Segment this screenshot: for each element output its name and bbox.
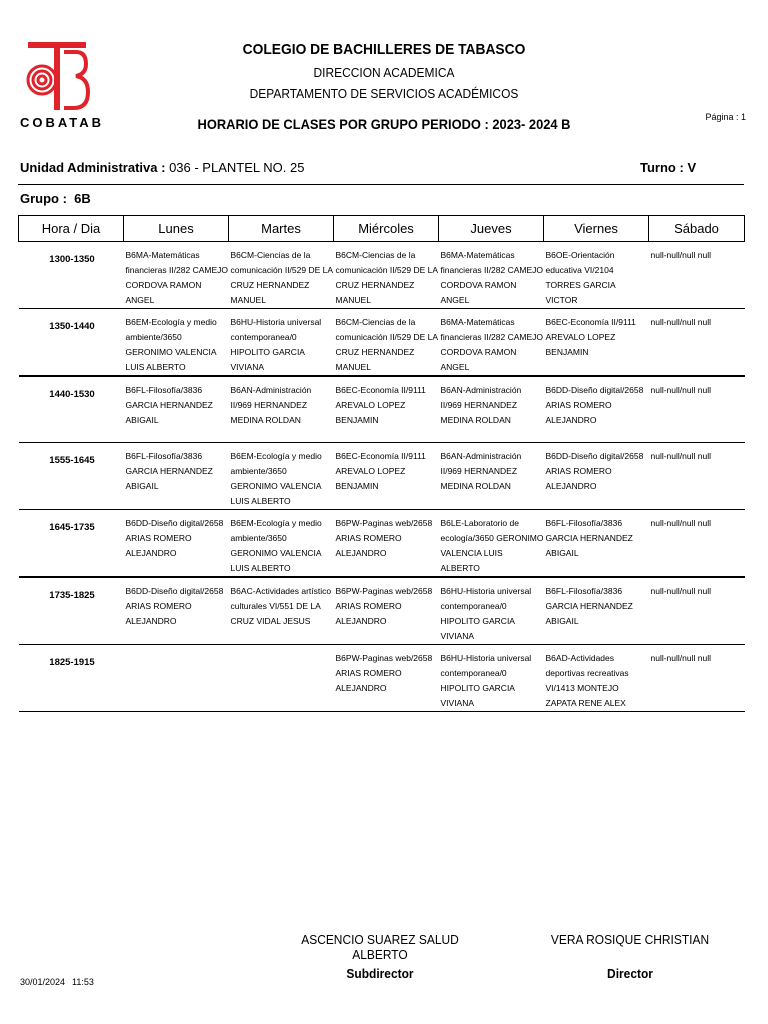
header-lunes: Lunes [124,216,229,242]
institution-name: COLEGIO DE BACHILLERES DE TABASCO [242,41,526,58]
class-cell: null-null/null null [649,510,745,578]
class-cell: B6MA-Matemáticas financieras II/282 CAMEJO CORDOVA RAMON ANGEL [439,242,544,309]
unidad-info [20,160,304,175]
class-cell: B6OE-Orientación educativa VI/2104 TORRES GARCIA VICTOR [544,242,649,309]
class-cell: B6CM-Ciencias de la comunicación II/529 DE LA CRUZ HERNANDEZ MANUEL [334,242,439,309]
class-cell: B6LE-Laboratorio de ecología/3650 GERONIMO VALENCIA LUIS ALBERTO [439,510,544,578]
unidad-value: 036 - PLANTEL NO. 25 [169,160,305,175]
subdirector-name: ASCENCIO SUAREZ SALUD ALBERTO [301,932,459,962]
subdirector-role: Subdirector [346,966,414,981]
director-role: Director [607,966,653,981]
logo-text: COBATAB [20,115,105,130]
class-cell: B6EC-Economía II/9111 AREVALO LOPEZ BENJAMIN [334,376,439,443]
header-jueves: Jueves [439,216,544,242]
page-number: Página : 1 [705,112,746,122]
class-cell: null-null/null null [649,242,745,309]
class-cell: B6AD-Actividades deportivas recreativas VI/1413 MONTEJO ZAPATA RENE ALEX [544,645,649,712]
turno-label: Turno : [640,160,684,175]
divider [18,184,744,185]
class-cell: null-null/null null [649,645,745,712]
class-cell: B6AN-Administración II/969 HERNANDEZ MEDINA ROLDAN [439,376,544,443]
class-cell: B6PW-Paginas web/2658 ARIAS ROMERO ALEJANDRO [334,577,439,645]
unidad-label: Unidad Administrativa : [20,160,166,175]
class-cell: B6FL-Filosofía/3836 GARCIA HERNANDEZ ABIGAIL [124,443,229,510]
table-row [19,242,745,309]
class-cell: B6AN-Administración II/969 HERNANDEZ MEDINA ROLDAN [439,443,544,510]
class-cell: B6EM-Ecología y medio ambiente/3650 GERONIMO VALENCIA LUIS ALBERTO [124,309,229,377]
header-viernes: Viernes [544,216,649,242]
class-cell: B6DD-Diseño digital/2658 ARIAS ROMERO ALEJANDRO [544,443,649,510]
class-cell: B6EM-Ecología y medio ambiente/3650 GERONIMO VALENCIA LUIS ALBERTO [229,510,334,578]
hora-cell: 1825-1915 [19,645,124,712]
header-hora: Hora / Dia [19,216,124,242]
class-cell: B6AN-Administración II/969 HERNANDEZ MEDINA ROLDAN [229,376,334,443]
class-cell: B6MA-Matemáticas financieras II/282 CAMEJO CORDOVA RAMON ANGEL [124,242,229,309]
footer-time: 11:53 [72,977,94,987]
footer-date: 30/01/2024 [20,977,66,987]
direction-name: DIRECCION ACADEMICA [313,65,455,80]
hora-cell: 1300-1350 [19,242,124,309]
class-cell: B6EC-Economía II/9111 AREVALO LOPEZ BENJAMIN [544,309,649,377]
table-row [19,645,745,712]
class-cell: B6DD-Diseño digital/2658 ARIAS ROMERO ALEJANDRO [124,577,229,645]
turno-value: V [687,160,697,175]
hora-cell: 1440-1530 [19,376,124,443]
class-cell: B6PW-Paginas web/2658 ARIAS ROMERO ALEJANDRO [334,645,439,712]
hora-cell: 1350-1440 [19,309,124,377]
table-row [19,309,745,377]
table-row [19,577,745,645]
header-miercoles: Miércoles [334,216,439,242]
table-header-row [19,216,745,242]
hora-cell: 1735-1825 [19,577,124,645]
table-row [19,510,745,578]
class-cell: B6FL-Filosofía/3836 GARCIA HERNANDEZ ABIGAIL [124,376,229,443]
class-cell: null-null/null null [649,577,745,645]
class-cell: B6CM-Ciencias de la comunicación II/529 DE LA CRUZ HERNANDEZ MANUEL [229,242,334,309]
class-cell: B6MA-Matemáticas financieras II/282 CAMEJO CORDOVA RAMON ANGEL [439,309,544,377]
class-cell: null-null/null null [649,376,745,443]
class-cell: B6FL-Filosofía/3836 GARCIA HERNANDEZ ABIGAIL [544,577,649,645]
class-cell: null-null/null null [649,443,745,510]
class-cell: B6EC-Economía II/9111 AREVALO LOPEZ BENJAMIN [334,443,439,510]
grupo-info [20,191,91,206]
class-cell: null-null/null null [649,309,745,377]
class-cell: B6EM-Ecología y medio ambiente/3650 GERONIMO VALENCIA LUIS ALBERTO [229,443,334,510]
class-cell: B6DD-Diseño digital/2658 ARIAS ROMERO ALEJANDRO [124,510,229,578]
table-row [19,376,745,443]
class-cell: B6HU-Historia universal contemporanea/0 HIPOLITO GARCIA VIVIANA [229,309,334,377]
director-name: VERA ROSIQUE CHRISTIAN [550,932,710,947]
schedule-table [18,215,745,712]
grupo-value: 6B [74,191,91,206]
grupo-label: Grupo : [20,191,67,206]
class-cell: B6CM-Ciencias de la comunicación II/529 DE LA CRUZ HERNANDEZ MANUEL [334,309,439,377]
class-cell: B6HU-Historia universal contemporanea/0 HIPOLITO GARCIA VIVIANA [439,645,544,712]
class-cell: B6FL-Filosofía/3836 GARCIA HERNANDEZ ABIGAIL [544,510,649,578]
turno-info [640,160,696,175]
class-cell: B6PW-Paginas web/2658 ARIAS ROMERO ALEJANDRO [334,510,439,578]
header-sabado: Sábado [649,216,745,242]
table-row [19,443,745,510]
class-cell: B6DD-Diseño digital/2658 ARIAS ROMERO ALEJANDRO [544,376,649,443]
class-cell [124,645,229,712]
class-cell: B6AC-Actividades artístico culturales VI/551 DE LA CRUZ VIDAL JESUS [229,577,334,645]
hora-cell: 1555-1645 [19,443,124,510]
department-name: DEPARTAMENTO DE SERVICIOS ACADÉMICOS [249,86,519,101]
header-martes: Martes [229,216,334,242]
class-cell [229,645,334,712]
hora-cell: 1645-1735 [19,510,124,578]
class-cell: B6HU-Historia universal contemporanea/0 HIPOLITO GARCIA VIVIANA [439,577,544,645]
schedule-title: HORARIO DE CLASES POR GRUPO PERIODO : 2023- 2024 B [197,116,571,132]
